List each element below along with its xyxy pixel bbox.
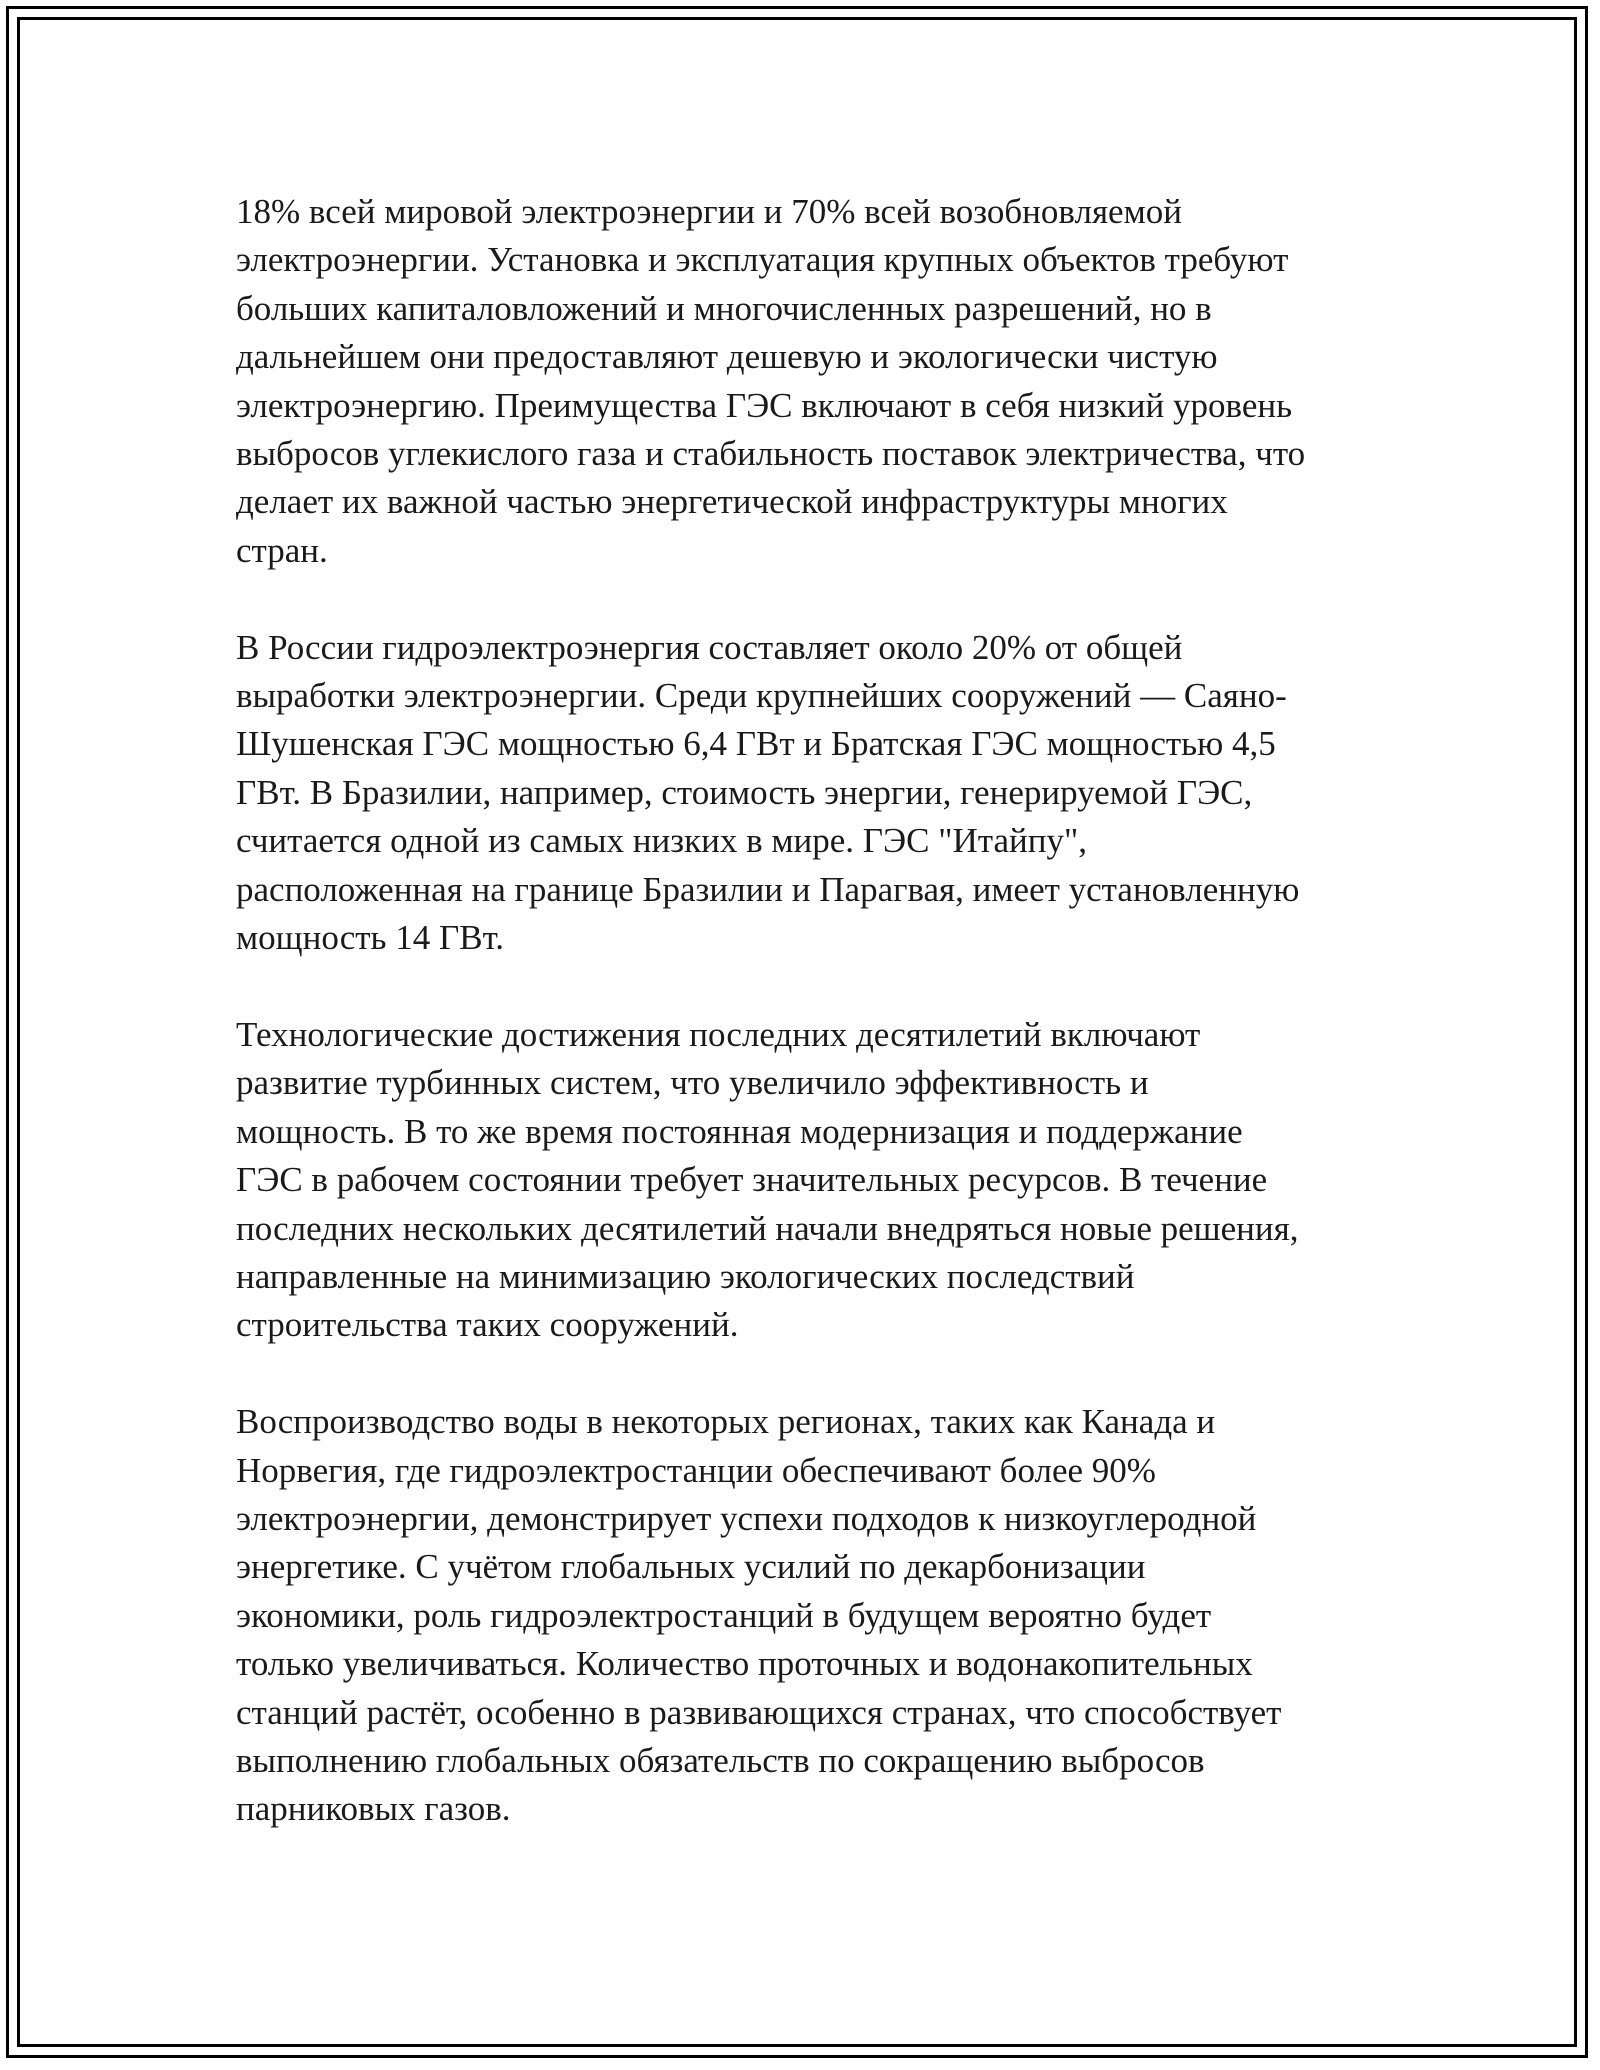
paragraph-hydro-share: 18% всей мировой электроэнергии и 70% всей возобновляемой электроэнергии. Установка и эксплуатация крупных объектов требуют больших капиталовложений и многочисленных разрешений, но в дальнейшем они предоставляют дешевую и экологически чистую электроэнергию. Преимущества ГЭС включают в себя низкий уровень выбросов углекислого газа и стабильность поставок электричества, что делает их важной частью энергетической инфраструктуры многих стран. [236,192,1306,570]
paragraph-russia-brazil: В России гидроэлектроэнергия составляет около 20% от общей выработки электроэнергии. Среди крупнейших сооружений — Саяно- Шушенская ГЭС мощностью 6,4 ГВт и Братская ГЭС мощностью 4,5 ГВт. В Бразилии, например, стоимость энергии, генерируемой ГЭС, считается одной из самых низких в мире. ГЭС "Итайпу", расположенная на границе Бразилии и Парагвая, имеет установленную мощность 14 ГВт. [236,627,1300,958]
paragraph-technology: Технологические достижения последних десятилетий включают развитие турбинных систем, что увеличило эффективность и мощность. В то же время постоянная модернизация и поддержание ГЭС в рабочем состоянии требует значительных ресурсов. В течение последних нескольких десятилетий начали внедряться новые решения, направленные на минимизацию экологических последствий строительства таких сооружений. [236,1014,1299,1345]
document-body [236,188,1366,1882]
paragraph-decarbonization: Воспроизводство воды в некоторых регионах, таких как Канада и Норвегия, где гидроэлектростанции обеспечивают более 90% электроэнергии, демонстрирует успехи подходов к низкоуглеродной энергетике. С учётом глобальных усилий по декарбонизации экономики, роль гидроэлектростанций в будущем вероятно будет только увеличиваться. Количество проточных и водонакопительных станций растёт, особенно в развивающихся странах, что способствует выполнению глобальных обязательств по сокращению выбросов парниковых газов. [236,1402,1282,1829]
